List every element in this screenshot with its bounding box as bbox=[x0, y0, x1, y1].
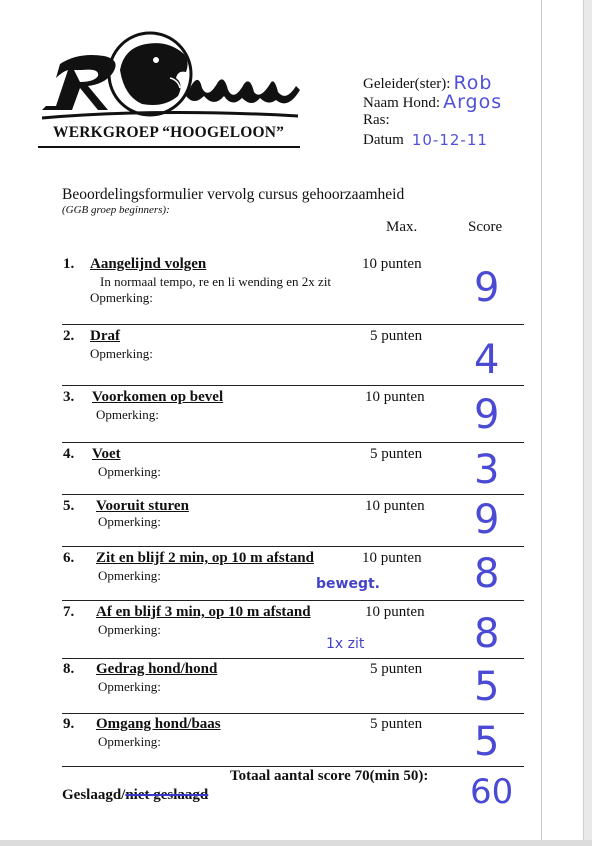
item-divider bbox=[62, 324, 524, 325]
handwritten-score: 5 bbox=[474, 719, 500, 765]
date-label: Datum bbox=[363, 132, 404, 148]
handler-label: Geleider(ster): bbox=[363, 76, 451, 92]
scan-edge-bottom bbox=[0, 840, 592, 846]
max-points: 5 punten bbox=[370, 446, 423, 462]
handwritten-total-score: 60 bbox=[470, 772, 514, 812]
exercise-number: 2. bbox=[63, 328, 75, 344]
handler-value: Rob bbox=[453, 72, 493, 94]
max-points: 10 punten bbox=[365, 389, 425, 405]
item-divider bbox=[62, 494, 524, 495]
exercise-title: Omgang hond/baas bbox=[96, 716, 221, 732]
dog-row bbox=[363, 92, 502, 111]
max-points: 10 punten bbox=[365, 604, 425, 620]
item-divider bbox=[62, 658, 524, 659]
item-divider bbox=[62, 385, 524, 386]
item-divider bbox=[62, 546, 524, 547]
remark-label: Opmerking: bbox=[98, 734, 161, 749]
handwritten-score: 9 bbox=[474, 265, 500, 311]
exercise-number: 6. bbox=[63, 550, 75, 566]
exercise-number: 7. bbox=[63, 604, 75, 620]
exercise-number: 4. bbox=[63, 446, 75, 462]
exercise-title: Aangelijnd volgen bbox=[90, 256, 207, 272]
handwritten-score: 8 bbox=[474, 611, 500, 657]
item-divider bbox=[62, 442, 524, 443]
header-info bbox=[363, 73, 502, 149]
org-underline bbox=[38, 146, 300, 148]
handwritten-score: 9 bbox=[474, 497, 500, 543]
not-passed-label-struck: niet geslaagd bbox=[125, 787, 209, 803]
item-divider bbox=[62, 600, 524, 601]
handwritten-score: 3 bbox=[474, 447, 500, 493]
item-divider bbox=[62, 766, 524, 767]
exercise-title: Voet bbox=[92, 446, 121, 462]
handwritten-score: 5 bbox=[474, 664, 500, 710]
handwritten-remark: bewegt. bbox=[316, 576, 380, 592]
breed-row bbox=[363, 111, 502, 130]
handwritten-score: 4 bbox=[474, 337, 500, 383]
exercise-title: Vooruit sturen bbox=[96, 498, 189, 514]
dog-label: Naam Hond: bbox=[363, 95, 441, 111]
scan-fold-line bbox=[541, 0, 542, 846]
date-row bbox=[363, 130, 502, 149]
max-points: 5 punten bbox=[370, 661, 423, 677]
remark-label: Opmerking: bbox=[98, 464, 161, 479]
dog-value: Argos bbox=[443, 91, 503, 113]
exercise-number: 9. bbox=[63, 716, 75, 732]
pass-result bbox=[62, 787, 208, 804]
max-points: 5 punten bbox=[370, 328, 423, 344]
exercise-title: Gedrag hond/hond bbox=[96, 661, 218, 677]
exercise-title: Draf bbox=[90, 328, 120, 344]
remark-label: Opmerking: bbox=[98, 514, 161, 529]
score-column-header: Score bbox=[468, 219, 503, 235]
remark-label: Opmerking: bbox=[98, 568, 161, 583]
remark-label: Opmerking: bbox=[90, 290, 153, 305]
max-points: 10 punten bbox=[365, 498, 425, 514]
handwritten-score: 9 bbox=[474, 392, 500, 438]
remark-label: Opmerking: bbox=[98, 679, 161, 694]
org-name: WERKGROEP “HOOGELOON” bbox=[53, 124, 285, 141]
exercise-title: Af en blijf 3 min, op 10 m afstand bbox=[96, 604, 311, 620]
max-points: 10 punten bbox=[362, 256, 422, 272]
item-divider bbox=[62, 713, 524, 714]
exercise-number: 8. bbox=[63, 661, 75, 677]
passed-label: Geslaagd/ bbox=[62, 787, 126, 803]
breed-label: Ras: bbox=[363, 112, 390, 128]
handwritten-score: 8 bbox=[474, 551, 500, 597]
exercise-number: 3. bbox=[63, 389, 75, 405]
exercise-number: 1. bbox=[63, 256, 75, 272]
exercise-title: Voorkomen op bevel bbox=[92, 389, 224, 405]
handler-row bbox=[363, 73, 502, 92]
remark-label: Opmerking: bbox=[96, 407, 159, 422]
max-points: 10 punten bbox=[362, 550, 422, 566]
max-column-header: Max. bbox=[386, 219, 418, 235]
total-score-label: Totaal aantal score 70(min 50): bbox=[230, 768, 429, 784]
exercise-title: Zit en blijf 2 min, op 10 m afstand bbox=[96, 550, 314, 566]
exercise-description: In normaal tempo, re en li wending en 2x zit bbox=[100, 274, 332, 289]
remark-label: Opmerking: bbox=[98, 622, 161, 637]
form-subtitle: (GGB groep beginners): bbox=[62, 204, 170, 216]
scan-edge-right bbox=[583, 0, 592, 846]
rottweiler-logo-graphic bbox=[38, 30, 308, 125]
exercise-number: 5. bbox=[63, 498, 75, 514]
max-points: 5 punten bbox=[370, 716, 423, 732]
handwritten-remark: 1x zit bbox=[326, 636, 365, 652]
remark-label: Opmerking: bbox=[90, 346, 153, 361]
form-title: Beoordelingsformulier vervolg cursus gehoorzaamheid bbox=[62, 186, 405, 203]
date-value: 10-12-11 bbox=[411, 131, 488, 149]
